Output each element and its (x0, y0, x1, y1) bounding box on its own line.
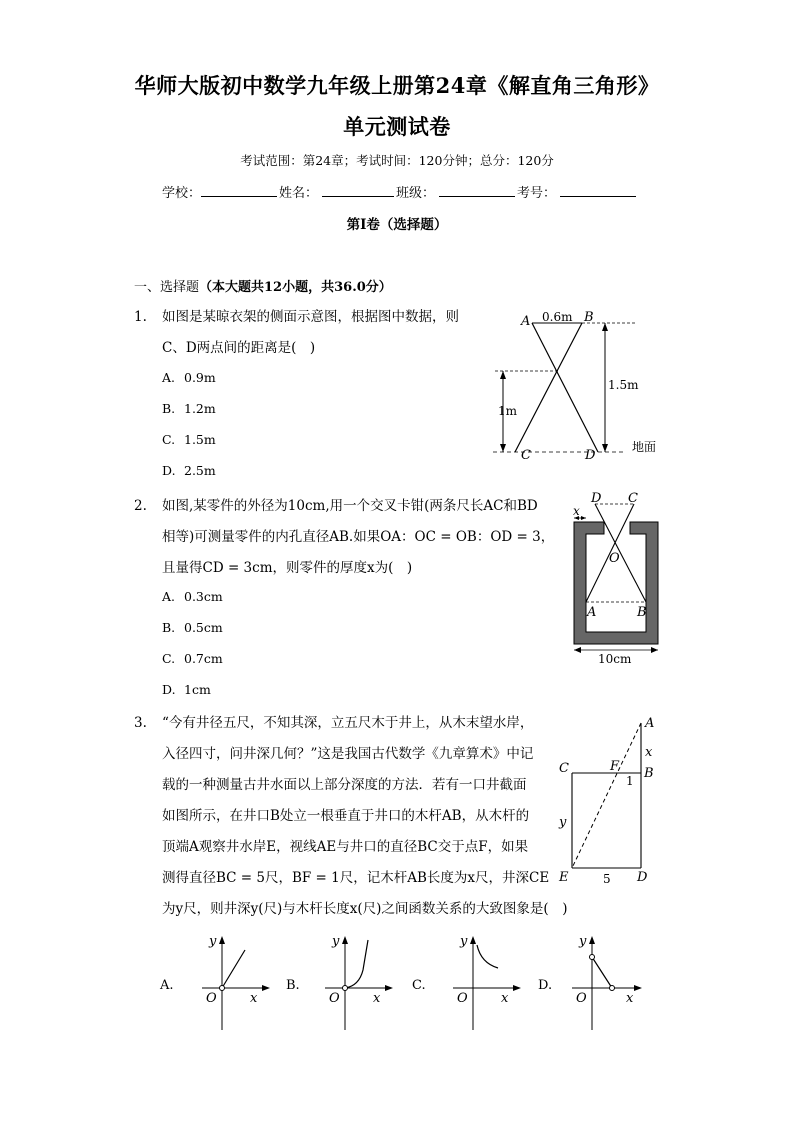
svg-text:y: y (460, 934, 468, 949)
label-left-height: 1m (498, 404, 518, 418)
question-1-option-b[interactable]: B. 1.2m (162, 401, 216, 416)
svg-text:x: x (373, 991, 381, 1006)
question-3-figure (553, 713, 663, 891)
label-f: F (610, 759, 620, 774)
question-2-option-a[interactable]: A. 0.3cm (162, 589, 223, 604)
class-field[interactable] (439, 183, 515, 197)
rack-leg-ad (532, 323, 598, 452)
section-heading (134, 276, 392, 295)
student-fields (162, 182, 638, 201)
label-b: B (584, 310, 594, 325)
label-a: A (521, 314, 531, 329)
curve (222, 950, 245, 988)
label-ground: 地面 (632, 440, 657, 454)
question-3-text-line3: 载的一种测量古井水面以上部分深度的方法．若有一口井截面 (162, 777, 527, 793)
school-field[interactable] (201, 183, 277, 197)
graph-b-label[interactable]: B. (286, 978, 300, 993)
question-1-text-line1: 如图是某晾衣架的侧面示意图，根据图中数据，则 (162, 309, 459, 325)
label-c: C (559, 761, 569, 776)
graph-c-label[interactable]: C. (412, 978, 426, 993)
name-label: 姓名： (279, 186, 319, 201)
svg-text:O: O (206, 991, 217, 1006)
label-x: x (645, 745, 653, 760)
label-one: 1 (626, 774, 634, 788)
curve (345, 940, 368, 988)
graph-d-label[interactable]: D. (538, 978, 553, 993)
graph-d[interactable] (570, 930, 650, 1035)
label-a: A (645, 716, 655, 731)
label-width: 10cm (598, 652, 632, 666)
label-x: x (573, 504, 580, 518)
graph-a[interactable] (200, 930, 275, 1035)
svg-text:O: O (457, 991, 468, 1006)
question-3-text-line7: 为y尺，则井深y(尺)与木杆长度x(尺)之间函数关系的大致图象是( ) (162, 901, 568, 917)
question-2-option-c[interactable]: C. 0.7cm (162, 651, 223, 666)
graph-c[interactable] (451, 930, 526, 1035)
label-y: y (559, 815, 567, 830)
svg-text:O: O (329, 991, 340, 1006)
question-1-figure (485, 305, 695, 470)
sight-line-ae (572, 723, 641, 868)
exam-info: 考试范围：第24章；考试时间：120分钟；总分：120分 (240, 153, 554, 168)
label-c: C (521, 448, 531, 463)
question-3-text-line6: 测得直径BC = 5尺，BF = 1尺，记木杆AB长度为x尺，井深CE (162, 870, 550, 886)
svg-text:y: y (332, 934, 340, 949)
section-note: （本大题共12小题，共36.0分） (199, 280, 392, 295)
page-title: 华师大版初中数学九年级上册第24章《解直角三角形》 (134, 73, 660, 98)
question-3-text-line5: 顶端A观察井水岸E，视线AE与井口的直径BC交于点F，如果 (162, 839, 529, 855)
question-2-number: 2. (134, 498, 147, 514)
number-field[interactable] (560, 183, 636, 197)
graph-a-label[interactable]: A. (160, 978, 174, 993)
label-e: E (559, 870, 569, 885)
question-1-text-line2: C、D两点间的距离是( ) (162, 340, 316, 356)
svg-text:x: x (501, 991, 509, 1006)
label-c: C (628, 491, 638, 506)
question-2-text-line3: 且量得CD = 3cm，则零件的厚度x为( ) (162, 560, 413, 576)
question-2-figure (560, 490, 675, 668)
rack-leg-bc (515, 323, 582, 452)
question-1-option-a[interactable]: A. 0.9m (162, 370, 216, 385)
label-b: B (637, 605, 647, 620)
label-b: B (644, 766, 654, 781)
name-field[interactable] (322, 183, 394, 197)
question-1-number: 1. (134, 309, 147, 325)
label-right-height: 1.5m (608, 378, 639, 392)
question-2-option-d[interactable]: D. 1cm (162, 682, 211, 697)
section-title: 一、选择题 (134, 280, 200, 295)
question-3-number: 3. (134, 715, 147, 731)
svg-text:x: x (626, 991, 634, 1006)
label-five: 5 (603, 872, 611, 886)
question-1-option-c[interactable]: C. 1.5m (162, 432, 216, 447)
question-2-text-line1: 如图,某零件的外径为10cm,用一个交叉卡钳(两条尺长AC和BD (162, 498, 538, 514)
label-d: D (585, 448, 596, 463)
label-d: D (637, 870, 648, 885)
svg-text:x: x (250, 991, 258, 1006)
caliper-arm-bd (595, 504, 646, 602)
page-subtitle: 单元测试卷 (343, 114, 451, 139)
label-o: O (609, 551, 620, 566)
number-label: 考号： (517, 186, 557, 201)
label-top-width: 0.6m (542, 310, 573, 324)
question-3-text-line1: “今有井径五尺，不知其深，立五尺木于井上，从木末望水岸， (162, 715, 534, 731)
volume-title: 第I卷（选择题） (346, 217, 448, 233)
svg-text:O: O (576, 991, 587, 1006)
question-1-option-d[interactable]: D. 2.5m (162, 463, 216, 478)
question-3-text-line4: 如图所示，在井口B处立一根垂直于井口的木杆AB，从木杆的 (162, 808, 530, 824)
graph-b[interactable] (323, 930, 398, 1035)
curve (477, 945, 498, 968)
label-d: D (591, 491, 602, 506)
question-2-option-b[interactable]: B. 0.5cm (162, 620, 223, 635)
class-label: 班级： (396, 186, 436, 201)
label-a: A (587, 605, 597, 620)
question-2-text-line2: 相等)可测量零件的内孔直径AB.如果OA：OC = OB：OD = 3， (162, 529, 555, 545)
svg-text:y: y (209, 934, 217, 949)
school-label: 学校： (162, 186, 202, 201)
question-3-text-line2: 入径四寸，问井深几何？”这是我国古代数学《九章算术》中记 (162, 746, 534, 762)
segment (592, 957, 612, 988)
svg-text:y: y (579, 934, 587, 949)
